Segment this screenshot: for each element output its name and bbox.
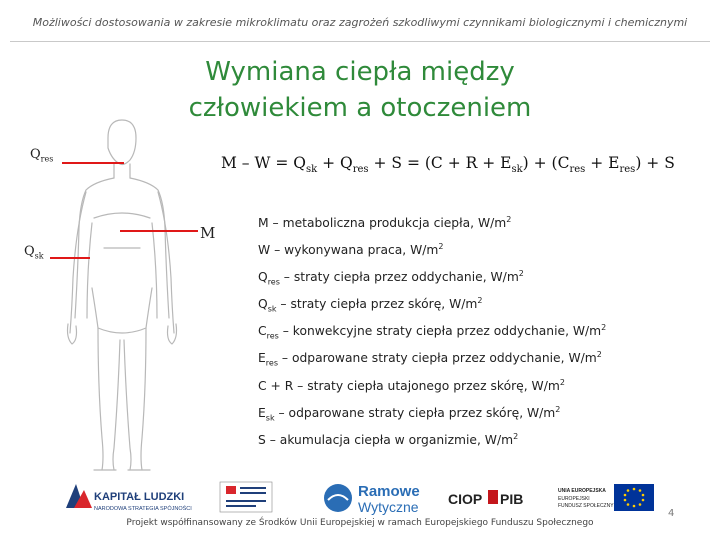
definition-item: W – wykonywana praca, $W/m^2$ — [258, 242, 444, 258]
qsk-label: $Q_{sk}$ — [24, 244, 44, 261]
definition-item: $Q_{res}$ – straty ciepła przez oddychanie, $W/m^2$ — [258, 269, 524, 287]
eu-line-1: UNIA EUROPEJSKA — [558, 488, 606, 494]
heat-balance-equation: $M - W = Q_{sk} + Q_{res} + S = (C + R + E_{sk}) + (C_{res} + E_{res}) + S$ — [221, 154, 675, 176]
header-divider — [10, 41, 710, 42]
qres-label: $Q_{res}$ — [30, 147, 54, 164]
definition-item: $Q_{sk}$ – straty ciepła przez skórę, $W/m^2$ — [258, 296, 483, 314]
ramowe-wytyczne-logo — [324, 483, 420, 515]
left-arm-outline — [70, 192, 92, 333]
ramowe-line-2: Wytyczne — [358, 499, 419, 515]
ramowe-line-1: Ramowe — [358, 483, 420, 500]
definitions-list — [258, 210, 606, 454]
human-body-figure — [54, 108, 194, 478]
head-outline — [108, 120, 136, 165]
header-text: Możliwości dostosowania w zakresie mikroklimatu oraz zagrożeń szkodliwymi czynnikami biologicznymi i chemicznymi — [32, 16, 688, 29]
m-arrow-line — [120, 230, 198, 232]
m-label: M — [200, 224, 216, 242]
page-number: 4 — [668, 508, 675, 519]
definition-item: $E_{sk}$ – odparowane straty ciepła przez skórę, $W/m^2$ — [258, 404, 561, 423]
left-hand — [68, 324, 77, 344]
neck-outline — [114, 164, 130, 178]
eu-logo — [558, 484, 654, 511]
left-leg-outline — [98, 328, 120, 470]
definition-item: $E_{res}$ – odparowane straty ciepła przez oddychanie, $W/m^2$ — [258, 350, 602, 369]
kapital-subtitle: NARODOWA STRATEGIA SPÓJNOŚCI — [94, 506, 192, 512]
kapital-title: KAPITAŁ LUDZKI — [94, 491, 185, 503]
right-hand — [168, 324, 177, 344]
right-arm-outline — [152, 192, 174, 333]
ministry-logo — [220, 482, 272, 512]
definition-item: S – akumulacja ciepła w organizmie, $W/m^2$ — [258, 431, 519, 447]
definition-item: $C_{res}$ – konwekcyjne straty ciepła przez oddychanie, $W/m^2$ — [258, 323, 607, 341]
project-funding-text: Projekt współfinansowany ze Środków Unii Europejskiej w ramach Europejskiego Funduszu Społecznego — [126, 518, 594, 528]
title-line-1: Wymiana ciepła między — [205, 57, 515, 87]
ciop-label: CIOP — [448, 491, 483, 507]
kapital-ludzki-logo — [66, 484, 192, 512]
title-line-2: człowiekiem a otoczeniem — [188, 93, 532, 123]
definition-item: M – metaboliczna produkcja ciepła, $W/m^2$ — [258, 215, 512, 231]
slide-title — [130, 54, 590, 126]
pib-label: PIB — [500, 491, 524, 507]
eu-line-3: FUNDUSZ SPOŁECZNY — [558, 503, 614, 509]
eu-line-2: EUROPEJSKI — [558, 496, 590, 502]
right-leg-outline — [124, 328, 146, 470]
definition-item: C + R – straty ciepła utajonego przez skórę, $W/m^2$ — [258, 377, 565, 393]
ciop-pib-logo — [448, 490, 523, 507]
hips-outline — [92, 288, 152, 333]
qres-arrow-line — [62, 162, 124, 164]
footer-logos — [0, 478, 720, 518]
qsk-arrow-line — [50, 257, 90, 259]
